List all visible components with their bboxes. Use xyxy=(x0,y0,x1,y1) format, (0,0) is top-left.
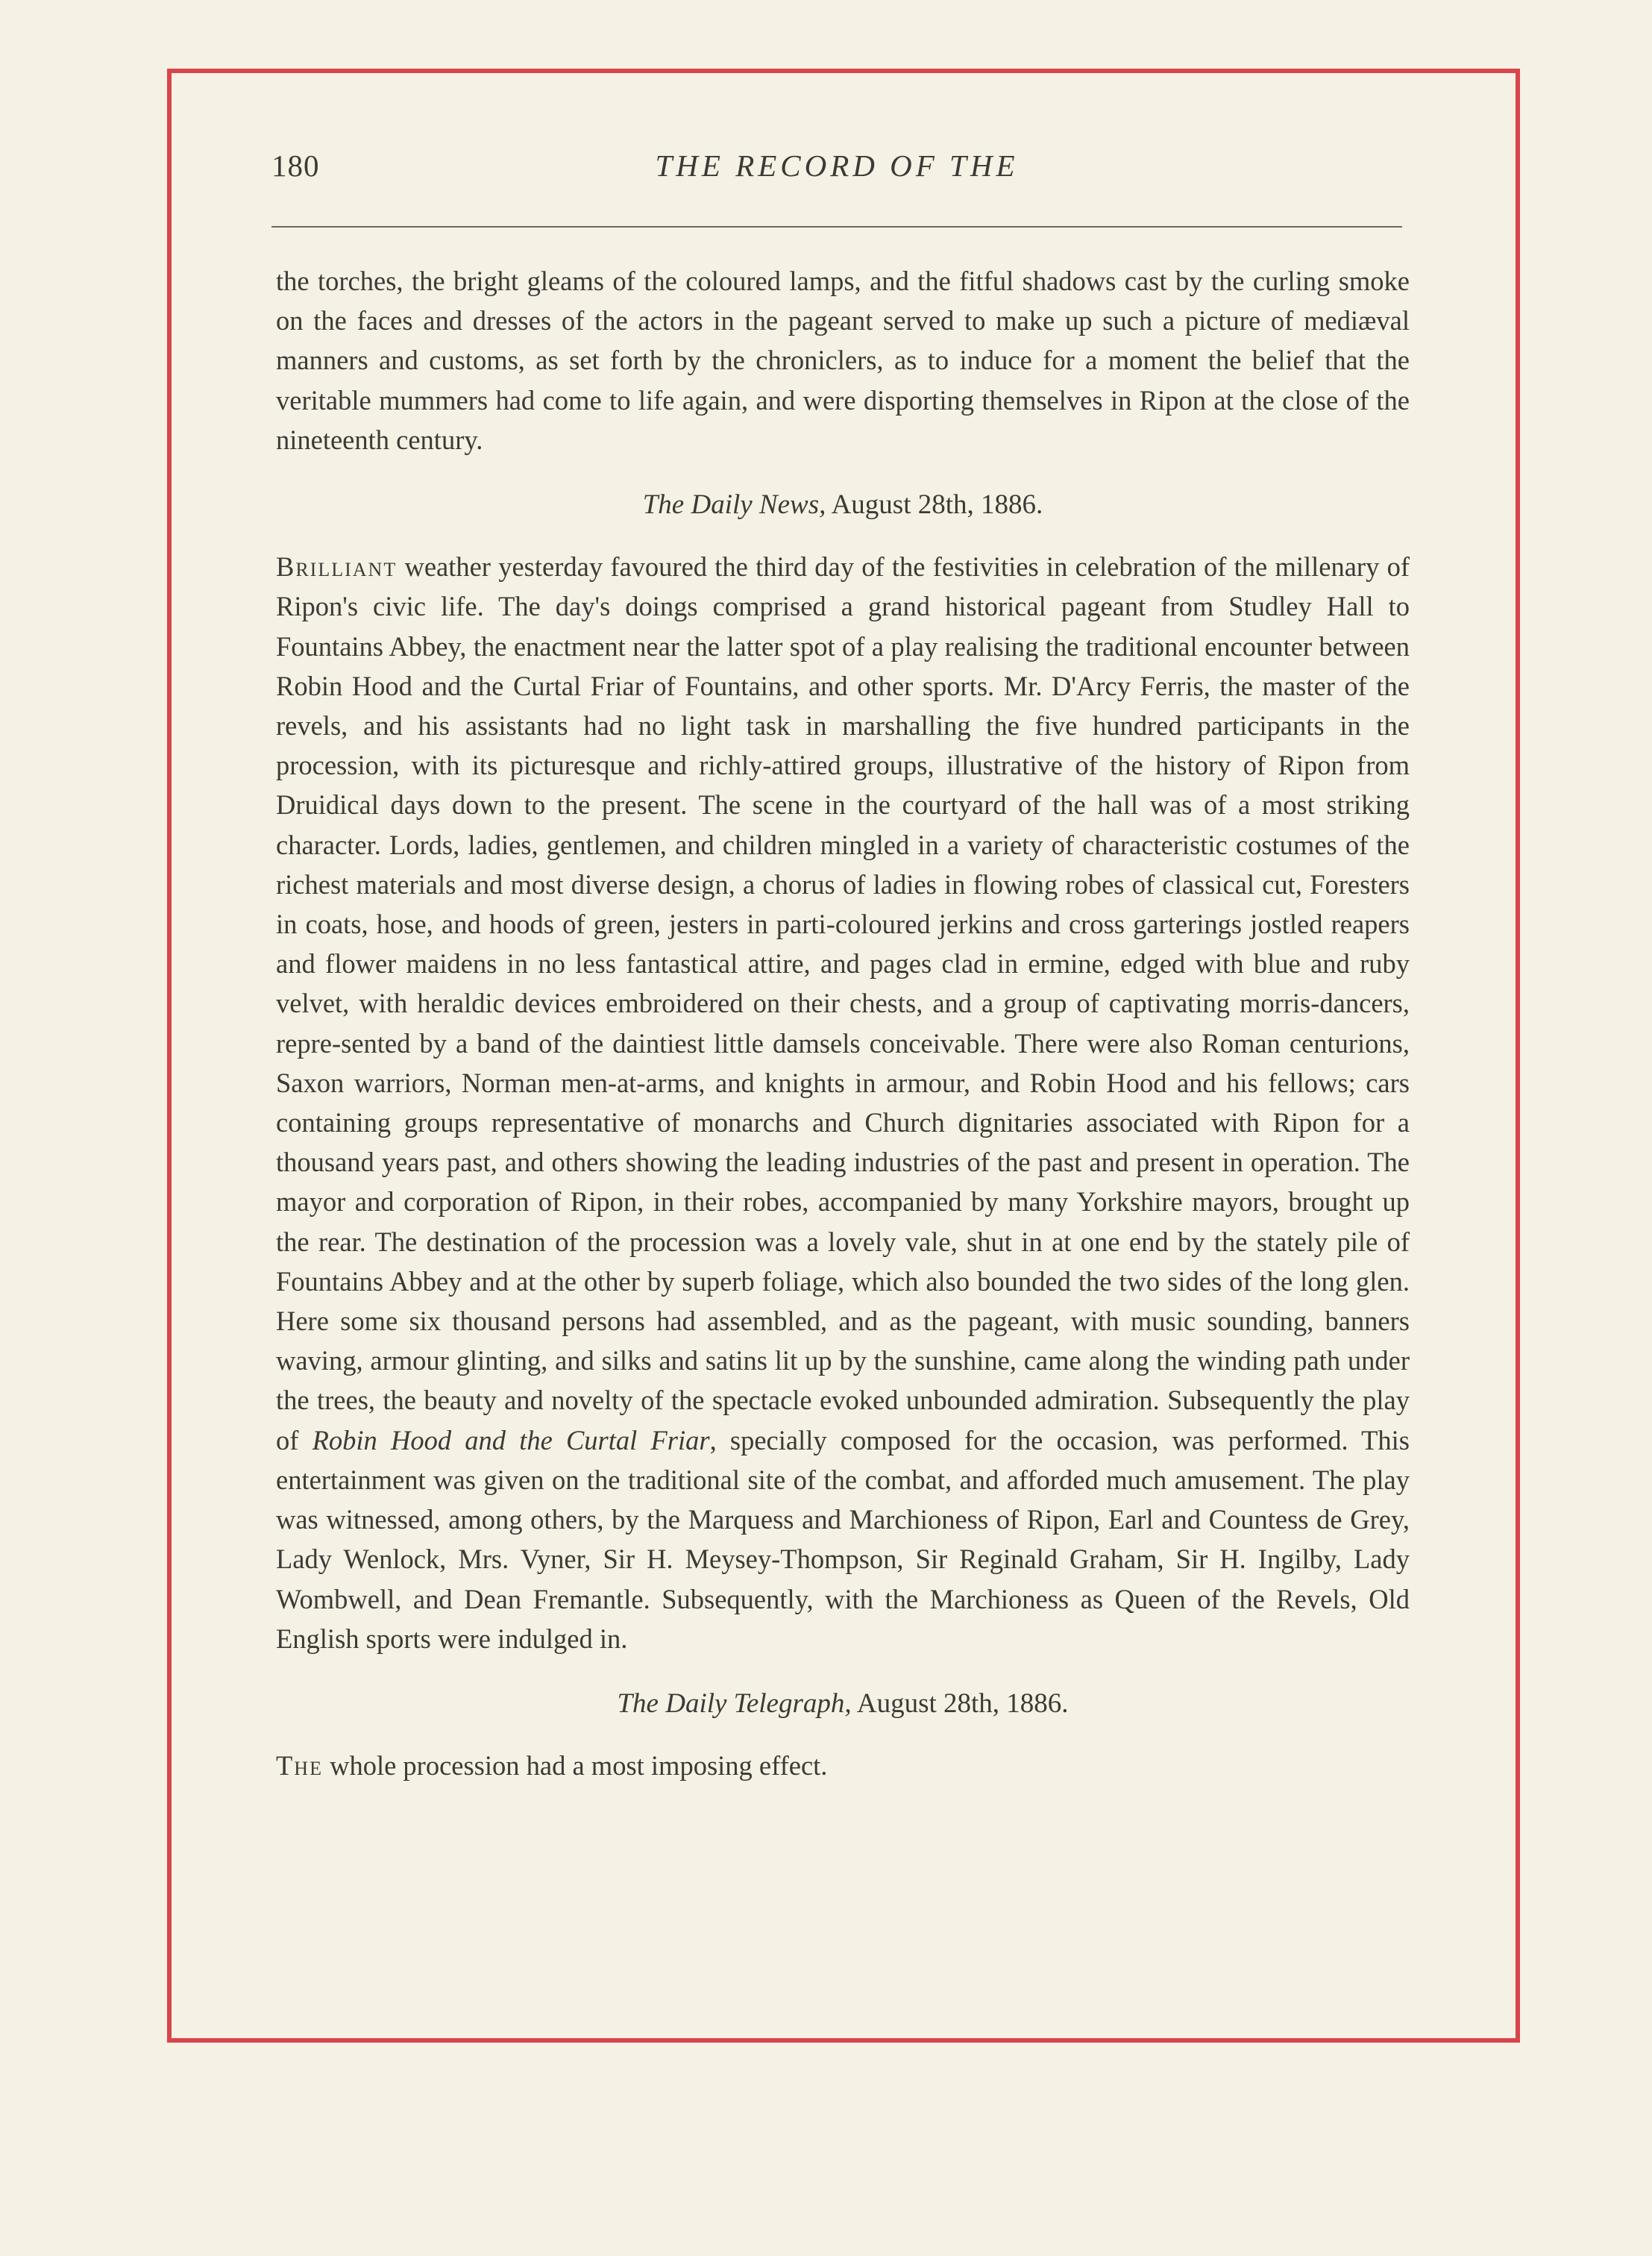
daily-telegraph-dateline xyxy=(276,1684,1410,1723)
page-header xyxy=(271,148,1402,192)
daily-telegraph-body: whole procession had a most imposing effect. xyxy=(322,1750,828,1782)
header-rule xyxy=(271,226,1402,228)
continuation-paragraph: the torches, the bright gleams of the coloured lamps, and the fitful shadows cast by the curling smoke on the faces and dresses of the actors in the pageant served to make up such a picture of mediæval manners and customs, as set forth by the chroniclers, as to induce for a moment the belief that the veritable mummers had come to life again, and were disporting themselves in Ripon at the close of the nineteenth century. xyxy=(276,266,1410,455)
page-content xyxy=(276,261,1410,1785)
daily-news-date: August 28th, 1886. xyxy=(826,489,1043,521)
running-title: THE RECORD OF THE xyxy=(655,148,1019,183)
daily-telegraph-paragraph xyxy=(276,1746,1410,1785)
daily-news-dateline xyxy=(276,485,1410,524)
daily-news-lead-word: Brilliant xyxy=(276,551,398,583)
play-title: Robin Hood and the Curtal Friar xyxy=(312,1424,710,1456)
daily-telegraph-date: August 28th, 1886. xyxy=(851,1688,1069,1719)
daily-news-body-part2: , specially composed for the occasion, was performed. This entertainment was given on the traditional site of the combat, and afforded much amusement. The play was witnessed, among others, by the Marquess and Marchioness of Ripon, Earl and Countess de Grey, Lady Wenlock, Mrs. Vyner, Sir H. Meysey-Thompson, Sir Reginald Graham, Sir H. Ingilby, Lady Wombwell, and Dean Fremantle. Subsequently, with the Marchioness as Queen of the Revels, Old English sports were indulged in. xyxy=(276,1424,1410,1654)
page-number: 180 xyxy=(271,148,320,183)
daily-news-paragraph xyxy=(276,547,1410,1658)
daily-telegraph-source: The Daily Telegraph, xyxy=(617,1688,852,1719)
daily-telegraph-lead-word: The xyxy=(276,1750,323,1782)
daily-news-body-part1: weather yesterday favoured the third day of the festivities in celebration of the millenary of Ripon's civic life. The day's doings comprised a grand historical pageant from Studley Hall to Fountains Abbey, the enactment near the latter spot of a play realising the traditional encounter between Robin Hood and the Curtal Friar of Fountains, and other sports. Mr. D'Arcy Ferris, the master of the revels, and his assistants had no light task in marshalling the five hundred participants in the procession, with its picturesque and richly-attired groups, illustrative of the history of Ripon from Druidical days down to the present. The scene in the courtyard of the hall was of a most striking character. Lords, ladies, gentlemen, and children mingled in a variety of characteristic costumes of the richest materials and most diverse design, a chorus of ladies in flowing robes of classical cut, Foresters in coats, hose, and hoods of green, jesters in parti-coloured jerkins and cross garterings jostled reapers and flower maidens in no less fantastical attire, and pages clad in ermine, edged with blue and ruby velvet, with heraldic devices embroidered on their chests, and a group of captivating morris-dancers, repre-sented by a band of the daintiest little damsels conceivable. There were also Roman centurions, Saxon warriors, Norman men-at-arms, and knights in armour, and Robin Hood and his fellows; cars containing groups representative of monarchs and Church dignitaries associated with Ripon for a thousand years past, and others showing the leading industries of the past and present in operation. The mayor and corporation of Ripon, in their robes, accompanied by many Yorkshire mayors, brought up the rear. The destination of the procession was a lovely vale, shut in at one end by the stately pile of Fountains Abbey and at the other by superb foliage, which also bounded the two sides of the long glen. Here some six thousand persons had assembled, and as the pageant, with music sounding, banners waving, armour glinting, and silks and satins lit up by the sunshine, came along the winding path under the trees, the beauty and novelty of the spectacle evoked unbounded admiration. Subsequently the play of xyxy=(276,551,1410,1456)
daily-news-source: The Daily News, xyxy=(642,489,826,521)
